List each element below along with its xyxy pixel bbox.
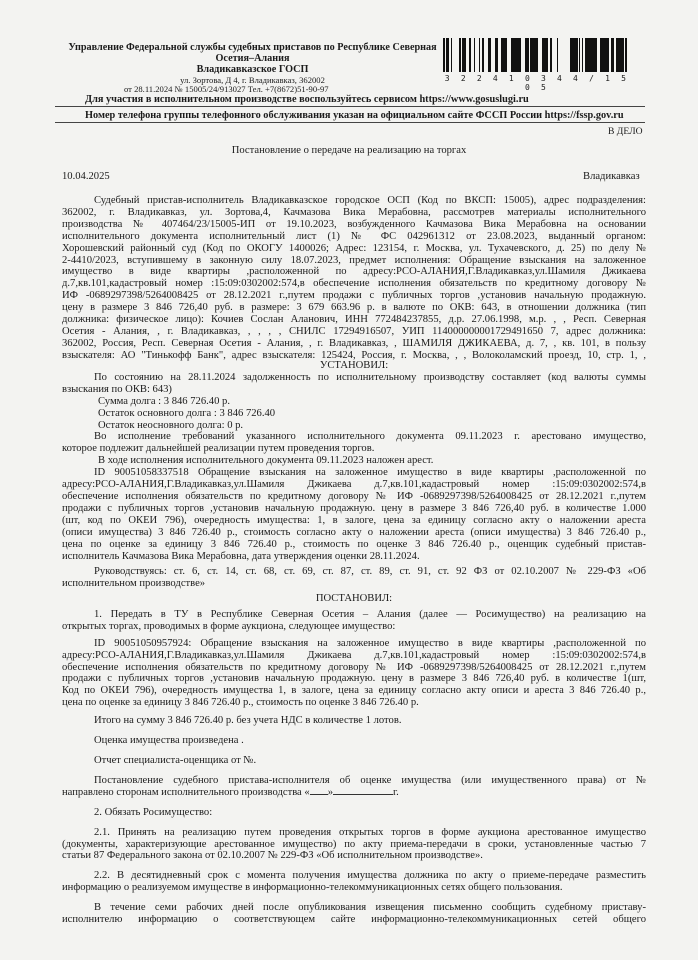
blank-month [333,794,393,795]
barcode-bar [575,38,578,72]
intro-line: должника: физическое лицо): Кочиев Сослан Аланович, ИНН 772484237855, д.р. 27.06.1998, м.р. , , Респ. Северная [62,314,646,326]
barcode-bar [518,38,521,72]
property2-line: ID 90051050957924: Обращение взыскания на заложенное имущество в виде квартиры ,расположенной по [94,637,646,649]
org-line-3: Владикавказское ГОСП [196,64,309,76]
decision-quote: » [327,786,334,798]
sum-nonmain: Остаток неосновного долга: 0 р. [98,419,244,431]
property-line: исполнитель Качмазова Вика Мерабовна, дата утверждения оценки 28.11.2024. [62,550,420,562]
barcode-bar [605,38,607,72]
intro-line: Осетия - Алания, , г. Владикавказ, , , , , СНИЛС 17294916507, УИП 114000000001729491650 7, адрес должника: [62,325,646,337]
ustanovil-heading: УСТАНОВИЛ: [319,360,389,371]
assessment-line: Оценка имущества произведена . [94,735,244,747]
barcode-bar [482,38,483,72]
intro-line: ИФ -0689297398/5264008425 от 28.12.2021 г.,путем продажи с публичных торгов ,установив начальную продажную. [62,290,646,302]
barcode-number: 3 2 2 4 1 0 3 4 4 / 1 5 0 5 [444,74,630,92]
barcode-bar [511,38,512,72]
barcode-bar [590,38,592,72]
intro-line: Судебный пристав-исполнитель Владикавказское городское ОСП (Код по ВКСП: 15005), адрес подразделения: [94,195,646,206]
final-line: В течение семи рабочих дней после опубликования извещения письменно сообщить судебному приставу- [94,902,646,914]
document-date: 10.04.2025 [62,171,110,182]
barcode [443,38,631,72]
barcode-bar [532,38,533,72]
barcode-bar [537,38,538,72]
property-line: ID 90051058337518 Обращение взыскания на заложенное имущество в виде квартиры ,расположенной по [94,467,646,479]
property2-line: Код по ОКЕИ 796), очередность имущества 1, в залоге, цена за единицу согласно акту описи и ареста 3 846 726.40 р., [62,685,646,697]
decision-line-2 [62,787,646,799]
barcode-bar [550,38,552,72]
barcode-bar [571,38,573,72]
intro-line: взыскателя: АО "Тинькофф Банк", адрес взыскателя: 125424, Россия, г. Москва, , , Волоколамский проезд, 10, стр. 1, , [62,349,646,361]
item1-line: открытых торгах, проводимых в форме аукциона, следующее имущество: [62,620,396,632]
item22-line: 2.2. В десятидневный срок с момента получения имущества должника по акту о приеме-передаче разместить [94,870,646,882]
barcode-bar [573,38,575,72]
barcode-bar [533,38,535,72]
total-line: Итого на сумму 3 846 726.40 р. без учета НДС в количестве 1 лотов. [94,715,402,727]
barcode-bar [474,38,475,72]
barcode-bar [528,38,529,72]
barcode-bar [495,38,498,72]
intro-line: производства № 407464/23/15005-ИП от 19.10.2023, возбужденного Качмазова Вика Мерабовна на основании [62,218,646,230]
barcode-bar [587,38,589,72]
barcode-bar [595,38,597,72]
item2-line: 2. Обязать Росимущество: [94,806,213,818]
item21-line: 2.1. Принять на реализацию путем проведения открытых торгов в форме аукциона арестованное имущество [94,826,646,838]
intro-line: 362002, Россия, Респ. Северная Осетия - Алания, , г. Владикавказ, , ШАМИЛЯ ДЖИКАЕВА, д. 7, , кв. 101, в пользу [62,337,646,349]
intro-paragraph [62,195,646,362]
ustanovil-section [62,360,646,590]
intro-line: 2-4410/2023, вступившему в законную силу 18.07.2023, предмет исполнения: Обращение взыскания на заложенное [62,254,646,266]
barcode-bar [462,38,465,72]
property-line: (описи имущества) 3 846 726.40 р., стоимость согласно акту о наложении ареста (описи имущества) 3 846 726.40 р., [62,526,646,538]
intro-line: исполнительного документа исполнительный лист (1) № ФС 042961312 от 23.08.2023, выданный органом: [62,230,646,242]
barcode-bar [557,38,558,72]
property2-line: цена по оценке за единицу 3 846 726.40 р., стоимость по оценке 3 846 726.40 р. [62,697,419,709]
property2-line: продажи с публичных торгов ,установив начальную продажную. цену в размере 3 846 726,40 руб. в количестве 1(шт, [62,673,646,685]
item21-line: (документы, характеризующие арестованное имущество) по акту приема-передачи в сроки, установленные частью 7 [62,838,646,850]
barcode-bar [465,38,466,72]
intro-line: имущество в виде квартиры ,расположенной по адресу:РСО-АЛАНИЯ,Г.Владикавказ,ул.Шамиля Джикаева [62,266,646,278]
barcode-bar [448,38,449,72]
barcode-bar [545,38,547,72]
barcode-bar [592,38,595,72]
barcode-bar [446,38,448,72]
property-line: (шт, код по ОКЕИ 796), очередность имущества: 1, в залоге, цена за единицу согласно акту о наложении ареста [62,514,646,526]
final-line: исполнителю информацию о соответствующем сайте информационно-телекоммуникационных сетей общего [62,914,646,926]
barcode-bar [582,38,583,72]
property-line: обеспечение исполнения обязательств по кредитному договору № ИФ -0689297398/5264008425 от 28.12.2021 г.,путем [62,490,646,502]
property-line: цена по оценке за единицу 3 846 726.40 р., стоимость по оценке 3 846 726.40 р., оценщик судебный пристав- [62,538,646,550]
barcode-bar [542,38,545,72]
arrest-note: В ходе исполнения исполнительного документа 09.11.2023 наложен арест. [98,455,434,467]
barcode-bar [469,38,471,72]
barcode-bar [530,38,532,72]
barcode-bar [525,38,528,72]
item21-line: статьи 87 Федерального закона от 02.10.2007 № 229-ФЗ «Об исполнительном производстве». [62,850,483,862]
divider [55,122,645,123]
barcode-bar [589,38,590,72]
property2-line: обеспечение исполнения обязательств по кредитному договору № ИФ -0689297398/5264008425 от 28.12.2021 г.,путем [62,661,646,673]
barcode-bar [535,38,537,72]
barcode-bar [459,38,461,72]
barcode-bar [501,38,503,72]
barcode-bar [621,38,624,72]
org-address: ул. Зортова, Д 4, г. Владикавказ, 362002 [180,74,325,85]
barcode-bar [585,38,587,72]
barcode-bar [488,38,491,72]
barcode-bar [616,38,619,72]
postanovil-section [62,593,646,926]
barcode-bar [547,38,548,72]
barcode-bar [503,38,505,72]
gosuslugi-notice: Для участия в исполнительном производстве воспользуйтесь сервисом https://www.gosuslugi.ru [85,94,529,105]
report-line: Отчет специалиста-оценщика от №. [94,754,257,766]
intro-line: д.7,кв.101,кадастровый номер :15:09:0302002:574,в обеспечение исполнения обязательств по кредитному договору № [62,278,646,290]
v-delo-mark: В ДЕЛО [608,126,643,137]
barcode-bar [607,38,609,72]
property2-line: адресу:РСО-АЛАНИЯ,Г.Владикавказ,ул.Шамиля Джикаева д.7,кв.101,кадастровый номер :15:09:0302002:574,в [62,649,646,661]
barcode-bar [512,38,515,72]
barcode-bar [570,38,571,72]
issuer-header [60,42,445,95]
debt-line: По состоянию на 28.11.2024 задолженность по исполнительному производству составляет (код валюты суммы [94,371,646,383]
document-title: Постановление о передаче на реализацию на торгах [231,145,467,156]
arrest-line: Во исполнение требований указанного исполнительного документа 09.11.2023 г. арестовано имущество, [94,431,646,443]
guided-line: Руководствуясь: ст. 6, ст. 14, ст. 68, ст. 69, ст. 87, ст. 89, ст. 91, ст. 92 ФЗ от 02.10.2007 № 229-ФЗ «Об [94,566,646,578]
guided-line: исполнительном производстве» [62,578,206,590]
document-city: Владикавказ [583,171,640,182]
barcode-bar [479,38,480,72]
property-line: продажи с публичных торгов ,установив начальную продажную. цену в размере 3 846 726,40 руб. в количестве 1.000 [62,502,646,514]
intro-line: цену в размере 3 846 726,40 руб. в размере: 3 679 663.96 р. в валюте по ОКВ: 643, в отношении должника (тип [62,302,646,314]
decision-year: г. [393,786,399,798]
barcode-bar [600,38,602,72]
blank-day [310,794,328,795]
registration-line: от 28.11.2024 № 15005/24/913027 Тел. +7(8672)51-90-97 [124,84,329,95]
intro-line: 362002, г. Владикавказ, ул. Зортова,4, Качмазова Вика Мерабовна, рассмотрев материалы исполнительного [62,206,646,218]
property-line: адресу:РСО-АЛАНИЯ,Г.Владикавказ,ул.Шамиля Джикаева д.7,кв.101,кадастровый номер :15:09:0302002:574,в [62,479,646,491]
debt-line: взыскания по ОКВ: 643) [62,383,172,395]
barcode-bar [443,38,445,72]
postanovil-heading: ПОСТАНОВИЛ: [315,593,393,604]
divider [55,106,645,107]
org-line-1: Управление Федеральной службы судебных приставов по Республике Северная [68,42,437,53]
sum-main: Остаток основного долга : 3 846 726.40 [98,407,276,419]
barcode-bar [579,38,580,72]
org-line-2: Осетия–Алания [215,53,290,65]
phone-notice: Номер телефона группы телефонного обслуживания указан на официальном сайте ФССП России https://fssp.gov.ru [85,110,624,121]
barcode-bar [505,38,507,72]
arrest-line: которое подлежит дальнейшей реализации путем проведения торгов. [62,443,375,455]
decision-line: Постановление судебного пристава-исполнителя об оценке имущества (или имущественного права) от № [94,774,646,786]
barcode-bar [483,38,484,72]
intro-line: Хорошевский районный суд (Код по ОКОГУ 1400026; Адрес: 123154, г. Москва, ул. Тухачевского, д. 25) по делу № [62,242,646,254]
barcode-bar [515,38,518,72]
decision-text: направлено сторонам исполнительного производства « [62,786,310,798]
barcode-bar [625,38,627,72]
sum-total: Сумма долга : 3 846 726.40 р. [98,395,230,407]
barcode-bar [451,38,452,72]
item1-line: 1. Передать в ТУ в Республике Северная Осетия – Алания (далее — Росимущество) на реализацию на [94,608,646,620]
barcode-bar [611,38,614,72]
barcode-bar [602,38,605,72]
item22-line: информацию о реализуемом имуществе в информационно-телекоммуникационных сетях общего пользования. [62,882,563,894]
barcode-bar [619,38,621,72]
